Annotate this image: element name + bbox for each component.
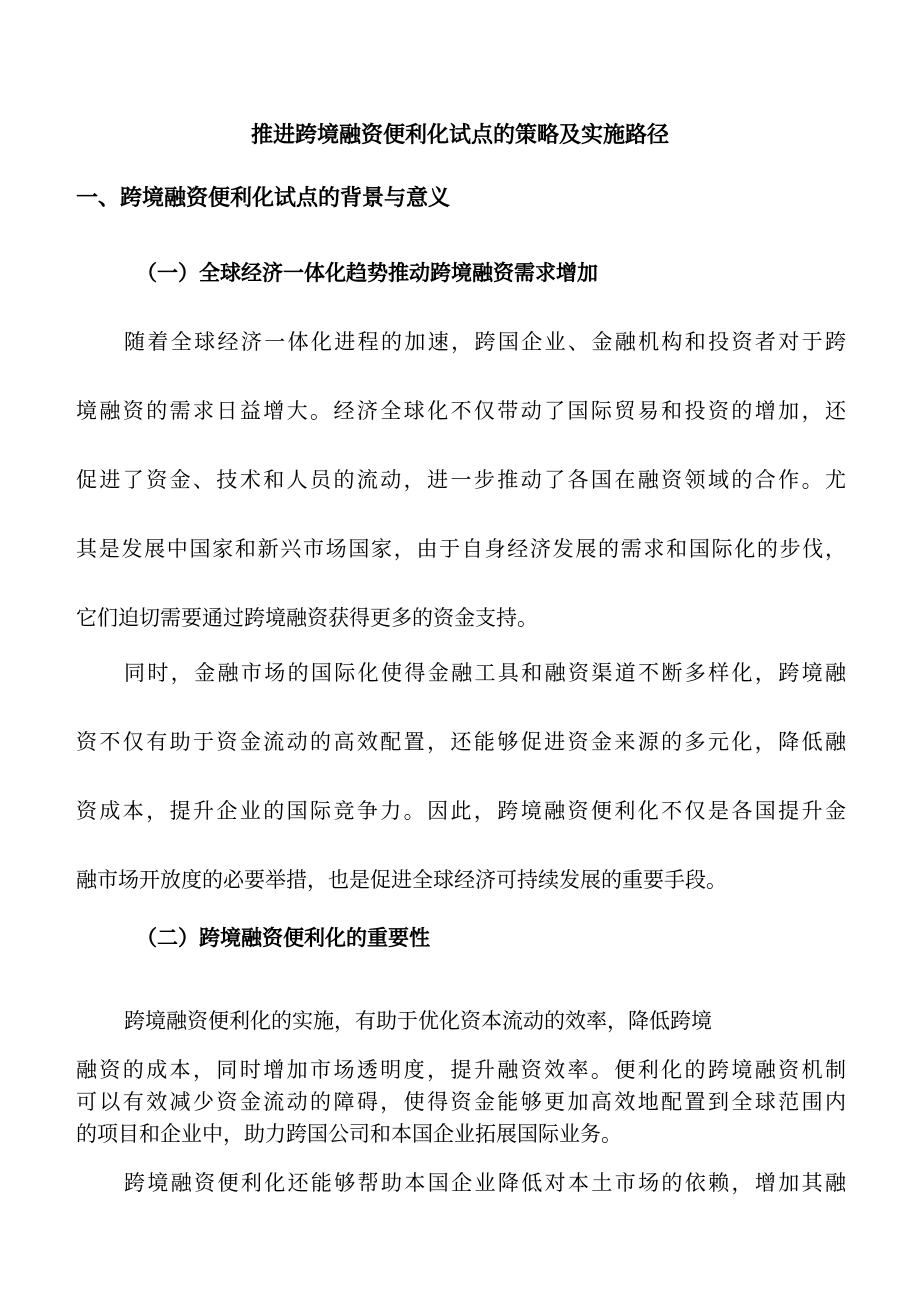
paragraph-3: [76, 1004, 846, 1150]
paragraph-line: 的项目和企业中，助力跨国公司和本国企业拓展国际业务。: [76, 1122, 622, 1146]
paragraph-2: [76, 656, 846, 932]
paragraph-line: 它们迫切需要通过跨境融资获得更多的资金支持。: [76, 606, 538, 630]
paragraph-line: 资成本，提升企业的国际竞争力。因此，跨境融资便利化不仅是各国提升金: [76, 799, 846, 823]
subsection-heading-1: （一）全球经济一体化趋势推动跨境融资需求增加: [136, 260, 598, 285]
paragraph-line: 融资的成本，同时增加市场透明度，提升融资效率。便利化的跨境融资机制: [76, 1058, 846, 1082]
paragraph-line: 可以有效减少资金流动的障碍，使得资金能够更加高效地配置到全球范围内: [76, 1090, 846, 1114]
subsection-heading-2: （二）跨境融资便利化的重要性: [136, 925, 430, 950]
paragraph-line: 跨境融资便利化的实施，有助于优化资本流动的效率，降低跨境: [124, 1009, 712, 1033]
paragraph-1: [76, 325, 846, 670]
paragraph-line: 随着全球经济一体化进程的加速，跨国企业、金融机构和投资者对于跨: [124, 330, 846, 354]
paragraph-line: 促进了资金、技术和人员的流动，进一步推动了各国在融资领域的合作。尤: [76, 468, 846, 492]
paragraph-line: 融市场开放度的必要举措，也是促进全球经济可持续发展的重要手段。: [76, 868, 727, 892]
paragraph-line: 跨境融资便利化还能够帮助本国企业降低对本土市场的依赖，增加其融: [124, 1171, 846, 1195]
paragraph-4: [76, 1166, 846, 1235]
paragraph-line: 资不仅有助于资金流动的高效配置，还能够促进资金来源的多元化，降低融: [76, 730, 846, 754]
paragraph-line: 境融资的需求日益增大。经济全球化不仅带动了国际贸易和投资的增加，还: [76, 399, 846, 423]
document-title: 推进跨境融资便利化试点的策略及实施路径: [250, 122, 669, 148]
paragraph-line: 同时，金融市场的国际化使得金融工具和融资渠道不断多样化，跨境融: [124, 661, 846, 685]
paragraph-line: 其是发展中国家和新兴市场国家，由于自身经济发展的需求和国际化的步伐，: [76, 537, 846, 561]
section-heading-1: 一、跨境融资便利化试点的背景与意义: [76, 185, 451, 211]
